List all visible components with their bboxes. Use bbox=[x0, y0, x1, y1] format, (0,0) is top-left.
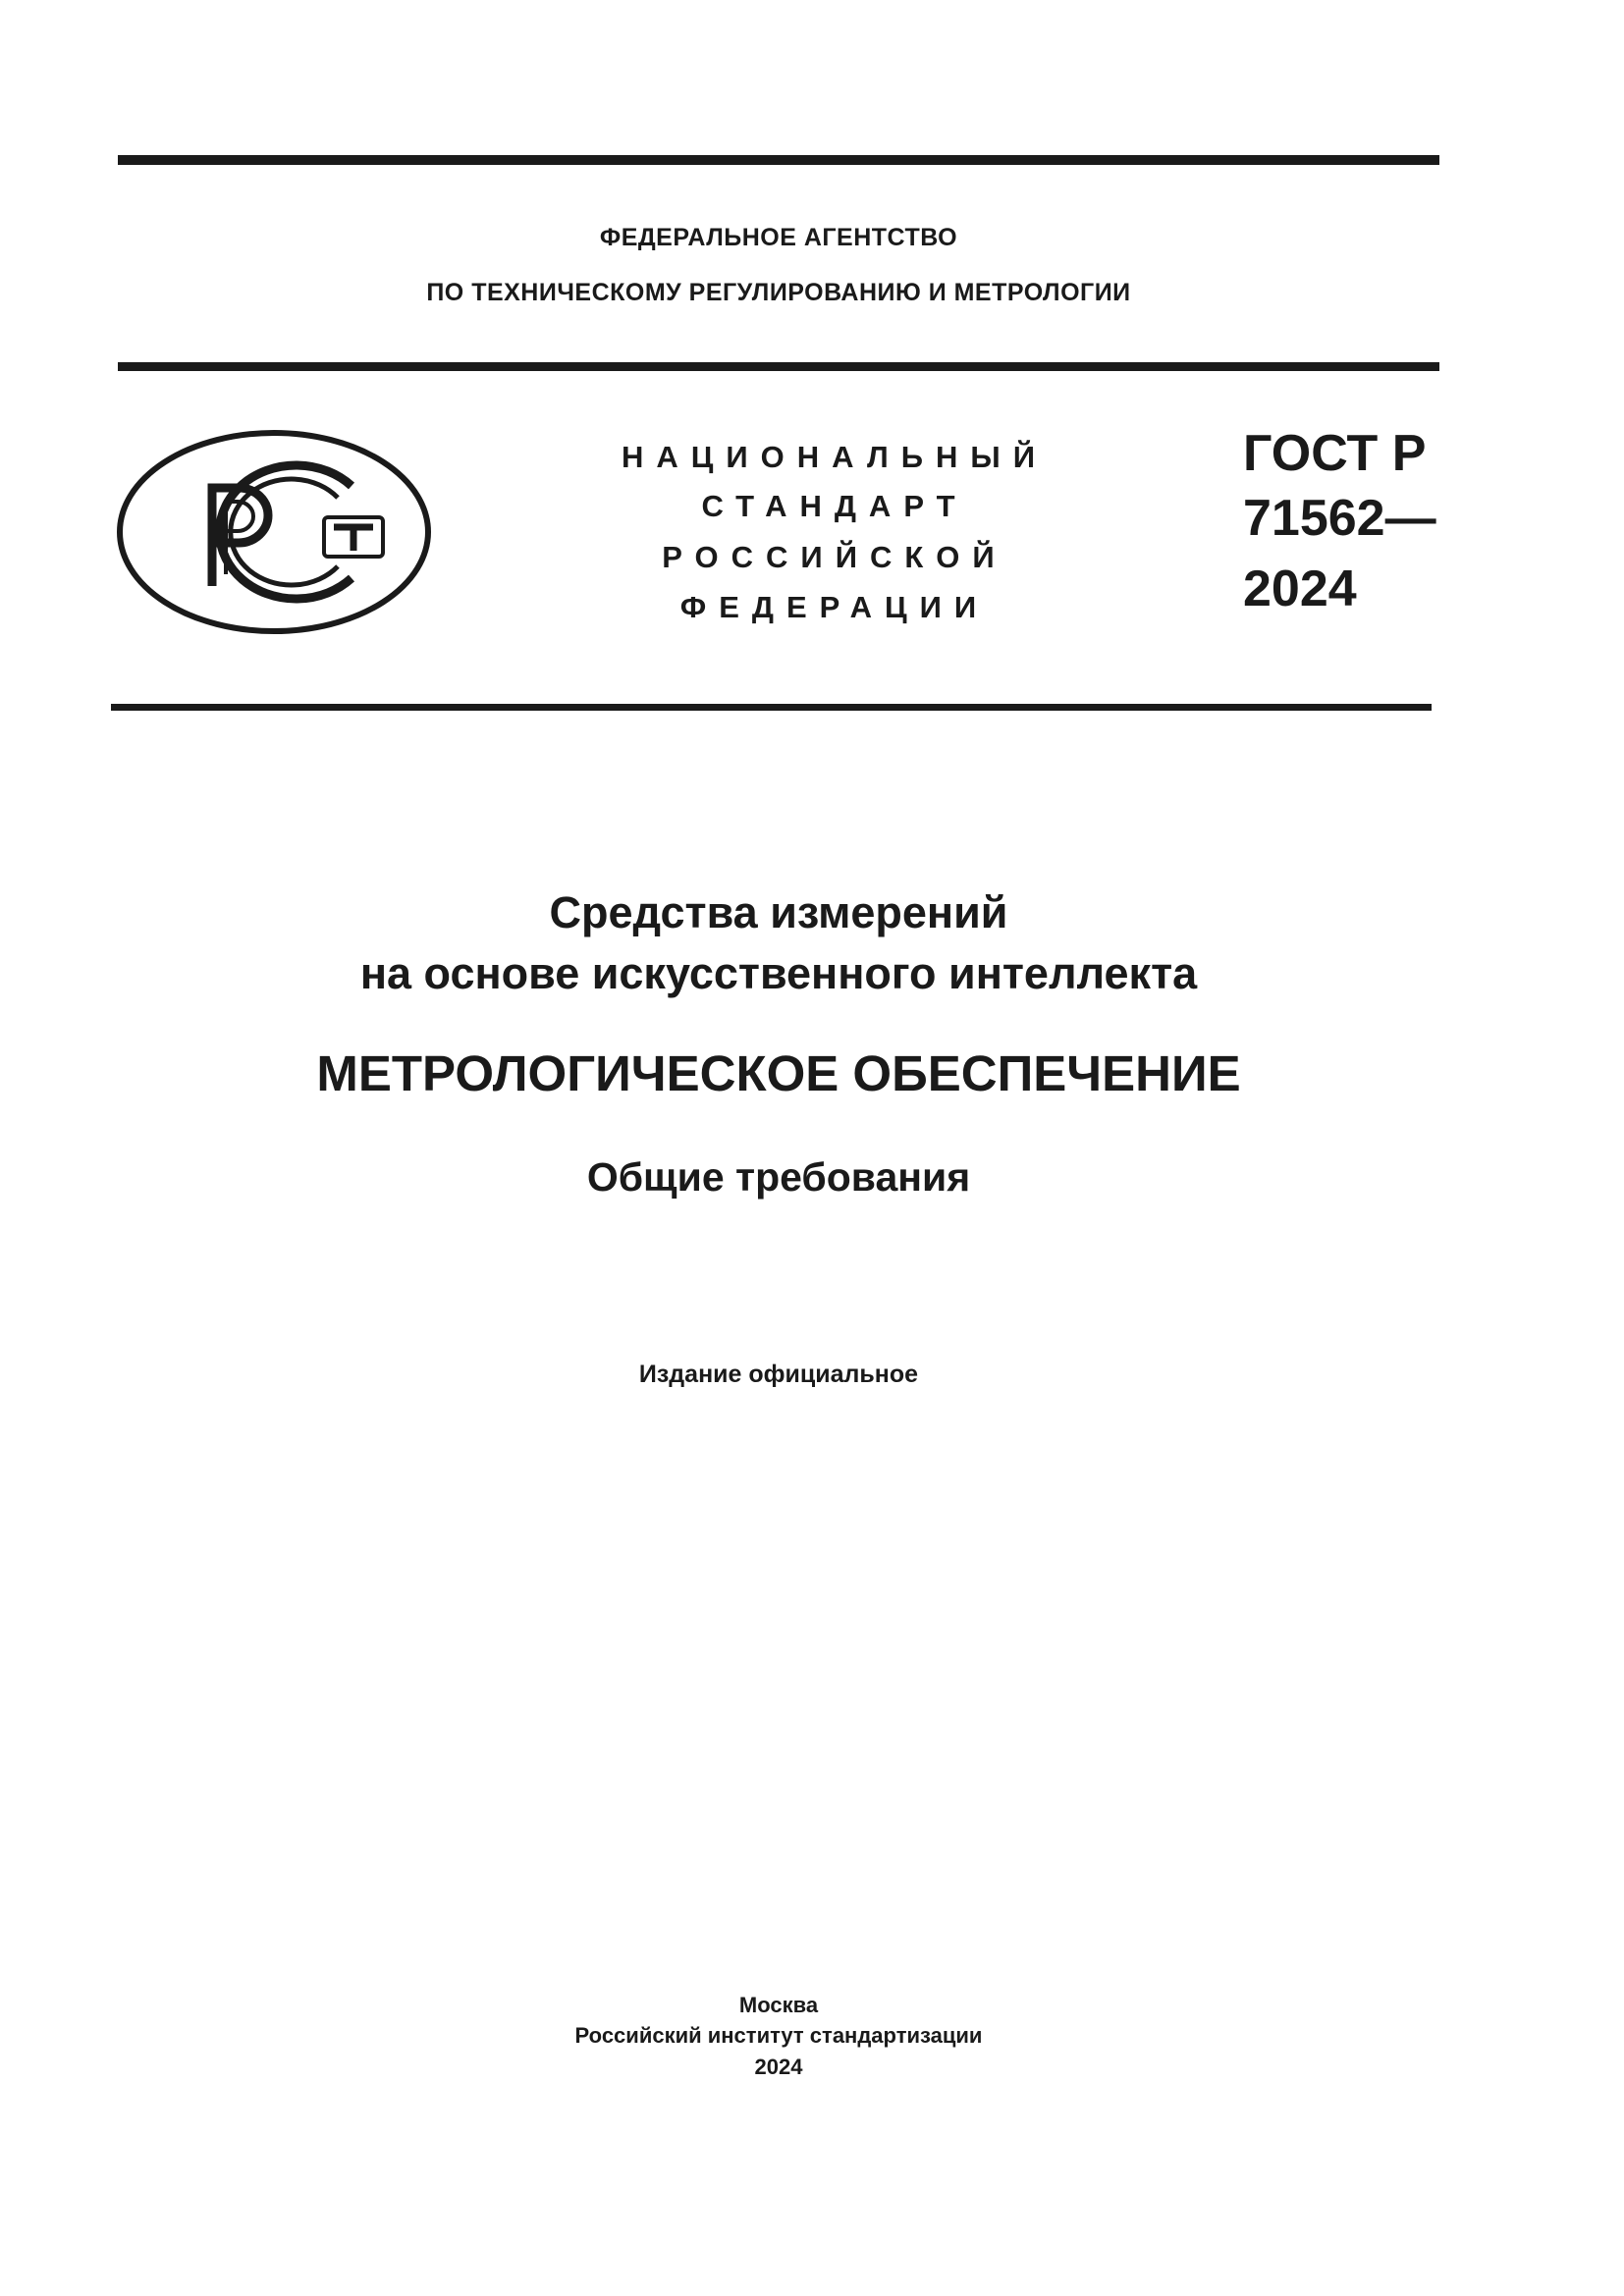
middle-divider bbox=[118, 362, 1439, 371]
imprint-publisher: Российский институт стандартизации bbox=[574, 2023, 983, 2048]
top-divider bbox=[118, 155, 1439, 165]
document-subtitle: Общие требования bbox=[586, 1154, 971, 1200]
bottom-divider bbox=[111, 704, 1432, 711]
agency-name-line-1: ФЕДЕРАЛЬНОЕ АГЕНТСТВО bbox=[599, 224, 958, 251]
standard-designation-line-1: ГОСТ Р bbox=[1243, 425, 1427, 482]
imprint-city: Москва bbox=[738, 1993, 819, 2017]
standard-designation-year: 2024 bbox=[1243, 561, 1357, 617]
standard-type-line-3: РОССИЙСКОЙ bbox=[662, 540, 1007, 574]
standard-designation-line-2: 71562— bbox=[1243, 490, 1436, 547]
document-title-line-2: на основе искусственного интеллекта bbox=[359, 948, 1198, 998]
imprint-year: 2024 bbox=[754, 2055, 803, 2079]
document-main-title: МЕТРОЛОГИЧЕСКОЕ ОБЕСПЕЧЕНИЕ bbox=[316, 1045, 1241, 1101]
edition-label: Издание официальное bbox=[638, 1361, 919, 1388]
rst-certification-mark-icon bbox=[116, 429, 432, 635]
standard-type-line-1: НАЦИОНАЛЬНЫЙ bbox=[621, 440, 1049, 474]
standard-type-line-4: ФЕДЕРАЦИИ bbox=[679, 590, 990, 624]
document-title-line-1: Средства измерений bbox=[549, 887, 1008, 937]
agency-name-line-2: ПО ТЕХНИЧЕСКОМУ РЕГУЛИРОВАНИЮ И МЕТРОЛОГИИ bbox=[426, 279, 1131, 306]
standard-type-line-2: СТАНДАРТ bbox=[701, 489, 968, 523]
